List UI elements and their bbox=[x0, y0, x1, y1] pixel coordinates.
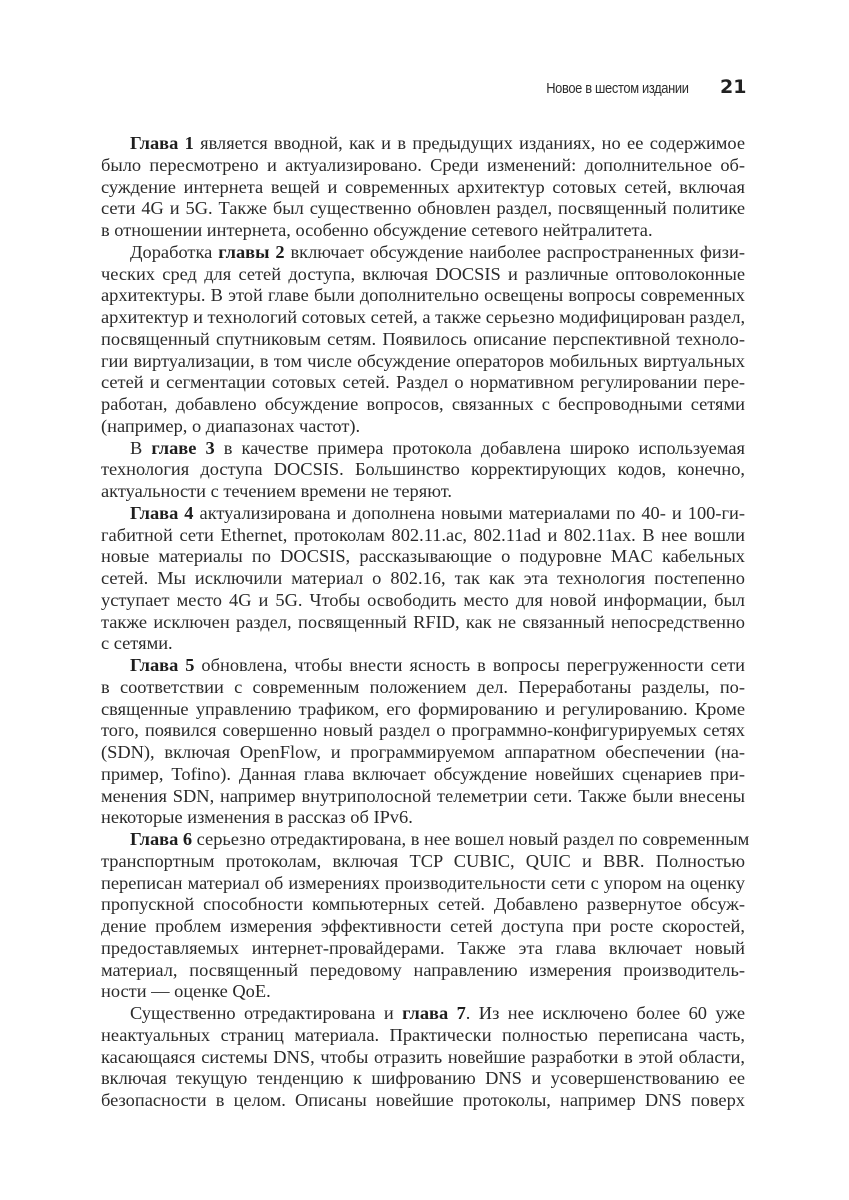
text-line bbox=[101, 546, 745, 568]
text-line bbox=[101, 612, 745, 634]
text-line bbox=[101, 1047, 745, 1069]
text-line bbox=[101, 655, 745, 677]
line-text: переписан материал об измерениях производительности сети с упором на оценку bbox=[101, 872, 745, 893]
text-line bbox=[101, 525, 745, 547]
line-text: включая текущую тенденцию к шифрованию DNS и усовершенствованию ее bbox=[101, 1068, 745, 1089]
line-text: в качестве примера протокола добавлена широко используемая bbox=[214, 437, 745, 458]
paragraph bbox=[101, 503, 745, 655]
line-text: пример, Tofino). Данная глава включает обсуждение новейших сценариев при- bbox=[101, 763, 745, 784]
page-number: 21 bbox=[720, 76, 747, 98]
running-title: Новое в шестом издании bbox=[546, 80, 689, 97]
text-line bbox=[101, 568, 745, 590]
body-text bbox=[101, 133, 750, 1112]
line-text: неактуальных страниц материала. Практически полностью переписана часть, bbox=[101, 1024, 745, 1045]
line-text: в соответствии с современным положением дел. Переработаны разделы, по- bbox=[101, 676, 745, 697]
line-text: уступает место 4G и 5G. Чтобы освободить место для новой информации, был bbox=[101, 589, 745, 610]
text-line bbox=[101, 764, 745, 786]
line-text: гии виртуализации, в том числе обсуждение операторов мобильных виртуальных bbox=[101, 350, 745, 371]
text-line bbox=[101, 416, 745, 438]
line-text: сетей и сегментации сотовых сетей. Раздел о нормативном регулировании пере- bbox=[101, 372, 745, 393]
line-text: Доработка bbox=[130, 241, 219, 262]
line-text: новые материалы по DOCSIS, рассказывающие о подуровне MAC кабельных bbox=[101, 546, 745, 567]
text-line bbox=[101, 633, 745, 655]
paragraph bbox=[101, 1003, 745, 1112]
paragraph bbox=[101, 829, 750, 1003]
text-line bbox=[101, 786, 745, 808]
text-line bbox=[101, 916, 745, 938]
text-line bbox=[101, 1025, 745, 1047]
line-text: сетей. Мы исключили материал о 802.16, так как эта технология постепенно bbox=[101, 568, 745, 588]
text-line bbox=[101, 960, 745, 982]
text-line bbox=[101, 438, 745, 460]
text-line bbox=[101, 894, 745, 916]
line-text: суждение интернета вещей и современных архитектур сотовых сетей, включая bbox=[101, 176, 745, 197]
line-text: является вводной, как и в предыдущих изданиях, но ее содержимое bbox=[193, 133, 746, 153]
text-line bbox=[101, 155, 745, 177]
text-line bbox=[101, 133, 745, 155]
paragraph bbox=[101, 438, 745, 503]
line-text: священные управлению трафиком, его формированию и регулированию. Кроме bbox=[101, 698, 745, 719]
text-line bbox=[101, 1090, 745, 1112]
line-text: в отношении интернета, особенно обсуждение сетевого нейтралитета. bbox=[101, 220, 653, 240]
line-text: ности — оценке QoE. bbox=[101, 981, 271, 1002]
text-line bbox=[101, 742, 745, 764]
line-text: того, появился совершенно новый раздел о программно-конфигурируемых сетях bbox=[101, 720, 745, 741]
line-text: архитектуры. В этой главе были дополнительно освещены вопросы современных bbox=[101, 285, 745, 306]
line-text: менения SDN, например внутриполосной телеметрии сети. Также были внесены bbox=[101, 785, 745, 806]
text-line bbox=[101, 873, 745, 895]
line-text: обновлена, чтобы внести ясность в вопросы перегруженности сети bbox=[194, 655, 745, 675]
text-line bbox=[101, 459, 745, 481]
text-line bbox=[101, 372, 745, 394]
chapter-reference: Глава 4 bbox=[130, 502, 194, 523]
line-text: (SDN), включая OpenFlow, и программируемом аппаратном обеспечении (на- bbox=[101, 742, 745, 762]
text-line bbox=[101, 938, 745, 960]
chapter-reference: Глава 6 bbox=[130, 829, 193, 849]
line-text: некоторые изменения в рассказ об IPv6. bbox=[101, 807, 413, 828]
text-line bbox=[101, 699, 745, 721]
text-line bbox=[101, 829, 750, 851]
chapter-reference: глава 7 bbox=[402, 1003, 466, 1023]
text-line bbox=[101, 677, 745, 699]
chapter-reference: главе 3 bbox=[151, 437, 215, 458]
running-header bbox=[0, 76, 849, 104]
text-line bbox=[101, 351, 745, 373]
line-text: предоставляемых интернет-провайдерами. Также эта глава включает новый bbox=[101, 937, 745, 958]
line-text: также исключен раздел, посвященный RFID, как не связанный непосредственно bbox=[101, 611, 745, 632]
line-text: (например, о диапазонах частот). bbox=[101, 415, 361, 436]
line-text: . Из нее исключено более 60 уже bbox=[465, 1003, 745, 1023]
text-line bbox=[101, 242, 745, 264]
line-text: включает обсуждение наиболее распространенных физи- bbox=[284, 241, 745, 262]
line-text: технология доступа DOCSIS. Большинство корректирующих кодов, конечно, bbox=[101, 459, 745, 480]
text-line bbox=[101, 307, 745, 329]
line-text: работан, добавлено обсуждение вопросов, связанных с беспроводными сетями bbox=[101, 394, 745, 414]
text-line bbox=[101, 220, 745, 242]
line-text: серьезно отредактирована, в нее вошел новый раздел по современным bbox=[192, 829, 750, 849]
paragraph bbox=[101, 242, 745, 438]
line-text: Существенно отредактирована и bbox=[130, 1003, 403, 1023]
line-text: В bbox=[130, 437, 152, 458]
text-line bbox=[101, 1068, 745, 1090]
line-text: габитной сети Ethernet, протоколам 802.11.ac, 802.11ad и 802.11ax. В нее вошли bbox=[101, 524, 745, 545]
line-text: было пересмотрено и актуализировано. Среди изменений: дополнительное об- bbox=[101, 154, 745, 175]
line-text: сети 4G и 5G. Также был существенно обновлен раздел, посвященный политике bbox=[101, 198, 745, 219]
line-text: актуальности с течением времени не теряют. bbox=[101, 481, 452, 501]
text-line bbox=[101, 503, 745, 525]
text-line bbox=[101, 177, 745, 199]
line-text: транспортным протоколам, включая TCP CUBIC, QUIC и BBR. Полностью bbox=[101, 850, 745, 871]
line-text: касающаяся системы DNS, чтобы отразить новейшие разработки в этой области, bbox=[101, 1046, 745, 1067]
chapter-reference: главы 2 bbox=[218, 241, 285, 262]
text-line bbox=[101, 981, 745, 1003]
line-text: архитектур и технологий сотовых сетей, а также серьезно модифицирован раздел, bbox=[101, 307, 746, 327]
line-text: безопасности в целом. Описаны новейшие протоколы, например DNS поверх bbox=[101, 1090, 745, 1110]
text-line bbox=[101, 394, 745, 416]
text-line bbox=[101, 481, 745, 503]
line-text: пропускной способности компьютерных сетей. Добавлено развернутое обсуж- bbox=[101, 894, 745, 915]
text-line bbox=[101, 329, 745, 351]
line-text: актуализирована и дополнена новыми материалами по 40- и 100-ги- bbox=[193, 502, 745, 523]
text-line bbox=[101, 720, 745, 742]
line-text: посвященный спутниковым сетям. Появилось описание перспективной техноло- bbox=[101, 328, 745, 349]
paragraph bbox=[101, 655, 745, 829]
line-text: дение проблем измерения эффективности сетей доступа при росте скоростей, bbox=[101, 916, 745, 936]
text-line bbox=[101, 851, 745, 873]
text-line bbox=[101, 590, 745, 612]
line-text: ческих сред для сетей доступа, включая DOCSIS и различные оптоволоконные bbox=[101, 263, 745, 284]
text-line bbox=[101, 807, 745, 829]
text-line bbox=[101, 285, 745, 307]
line-text: материал, посвященный передовому направлению измерения производитель- bbox=[101, 959, 745, 980]
chapter-reference: Глава 5 bbox=[130, 655, 195, 675]
text-line bbox=[101, 264, 745, 286]
line-text: с сетями. bbox=[101, 633, 173, 654]
chapter-reference: Глава 1 bbox=[130, 133, 194, 153]
text-line bbox=[101, 1003, 745, 1025]
paragraph bbox=[101, 133, 745, 242]
text-line bbox=[101, 198, 745, 220]
